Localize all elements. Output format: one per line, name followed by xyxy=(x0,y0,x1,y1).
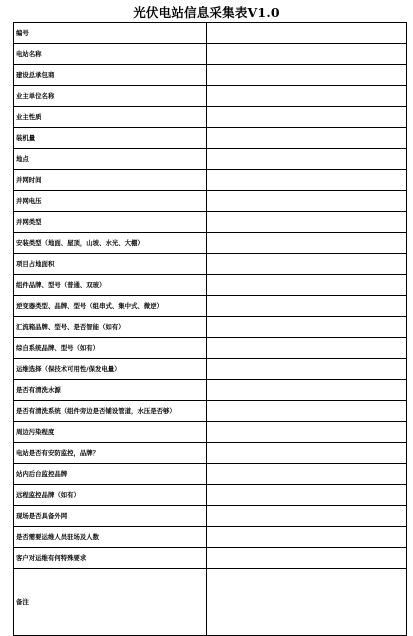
field-label: 远程监控品牌（如有） xyxy=(14,485,207,506)
field-label: 周边污染程度 xyxy=(14,422,207,443)
field-label: 业主性质 xyxy=(14,107,207,128)
table-row xyxy=(14,401,407,422)
field-label: 站内后台监控品牌 xyxy=(14,464,207,485)
table-row xyxy=(14,128,407,149)
field-label: 并网时间 xyxy=(14,170,207,191)
field-value[interactable] xyxy=(207,212,407,233)
field-value[interactable] xyxy=(207,380,407,401)
field-label: 电站是否有安防监控，品牌？ xyxy=(14,443,207,464)
field-label: 是否有清洗系统（组件旁边是否铺设管道，水压是否够） xyxy=(14,401,207,422)
field-label: 是否需要运维人员驻场及人数 xyxy=(14,527,207,548)
field-value[interactable] xyxy=(207,359,407,380)
field-value[interactable] xyxy=(207,44,407,65)
table-row xyxy=(14,359,407,380)
field-label: 电站名称 xyxy=(14,44,207,65)
table-row xyxy=(14,212,407,233)
field-value[interactable] xyxy=(207,128,407,149)
table-row xyxy=(14,569,407,636)
table-row xyxy=(14,65,407,86)
field-label: 综自系统品牌、型号（如有） xyxy=(14,338,207,359)
field-label: 并网电压 xyxy=(14,191,207,212)
field-label: 建设总承包商 xyxy=(14,65,207,86)
field-value[interactable] xyxy=(207,338,407,359)
field-value[interactable] xyxy=(207,191,407,212)
table-row xyxy=(14,443,407,464)
field-value[interactable] xyxy=(207,548,407,569)
table-row xyxy=(14,107,407,128)
field-value[interactable] xyxy=(207,170,407,191)
table-row xyxy=(14,464,407,485)
field-value[interactable] xyxy=(207,443,407,464)
field-value[interactable] xyxy=(207,485,407,506)
field-label: 是否有清洗水源 xyxy=(14,380,207,401)
table-row xyxy=(14,485,407,506)
field-value[interactable] xyxy=(207,296,407,317)
field-label: 业主单位名称 xyxy=(14,86,207,107)
field-value[interactable] xyxy=(207,86,407,107)
field-value[interactable] xyxy=(207,401,407,422)
table-row xyxy=(14,296,407,317)
field-value[interactable] xyxy=(207,233,407,254)
field-value[interactable] xyxy=(207,149,407,170)
field-label: 现场是否具备外网 xyxy=(14,506,207,527)
table-row xyxy=(14,23,407,44)
field-value[interactable] xyxy=(207,464,407,485)
field-label: 并网类型 xyxy=(14,212,207,233)
field-value[interactable] xyxy=(207,506,407,527)
table-row xyxy=(14,170,407,191)
table-row xyxy=(14,149,407,170)
field-label: 装机量 xyxy=(14,128,207,149)
field-label: 运维选择（保技术可用性/保发电量） xyxy=(14,359,207,380)
table-row xyxy=(14,275,407,296)
field-label: 组件品牌、型号（普通、双玻） xyxy=(14,275,207,296)
table-row xyxy=(14,422,407,443)
field-label: 汇流箱品牌、型号、是否智能（如有） xyxy=(14,317,207,338)
field-value[interactable] xyxy=(207,23,407,44)
field-value[interactable] xyxy=(207,569,407,636)
field-value[interactable] xyxy=(207,527,407,548)
field-value[interactable] xyxy=(207,275,407,296)
table-row xyxy=(14,317,407,338)
field-label: 项目占地面积 xyxy=(14,254,207,275)
table-row xyxy=(14,44,407,65)
field-value[interactable] xyxy=(207,107,407,128)
info-collection-table xyxy=(13,22,407,636)
field-label: 编号 xyxy=(14,23,207,44)
field-label: 客户对运维有何特殊要求 xyxy=(14,548,207,569)
field-label: 地点 xyxy=(14,149,207,170)
table-row xyxy=(14,380,407,401)
table-row xyxy=(14,506,407,527)
table-row xyxy=(14,254,407,275)
table-row xyxy=(14,527,407,548)
table-row xyxy=(14,233,407,254)
field-label: 备注 xyxy=(14,569,207,636)
table-row xyxy=(14,191,407,212)
page-title: 光伏电站信息采集表V1.0 xyxy=(133,5,280,20)
field-value[interactable] xyxy=(207,254,407,275)
field-label: 逆变器类型、品牌、型号（组串式、集中式、微逆） xyxy=(14,296,207,317)
field-label: 安装类型（地面、屋顶，山坡、水光、大棚） xyxy=(14,233,207,254)
table-row xyxy=(14,548,407,569)
table-row xyxy=(14,338,407,359)
field-value[interactable] xyxy=(207,317,407,338)
field-value[interactable] xyxy=(207,65,407,86)
field-value[interactable] xyxy=(207,422,407,443)
table-row xyxy=(14,86,407,107)
